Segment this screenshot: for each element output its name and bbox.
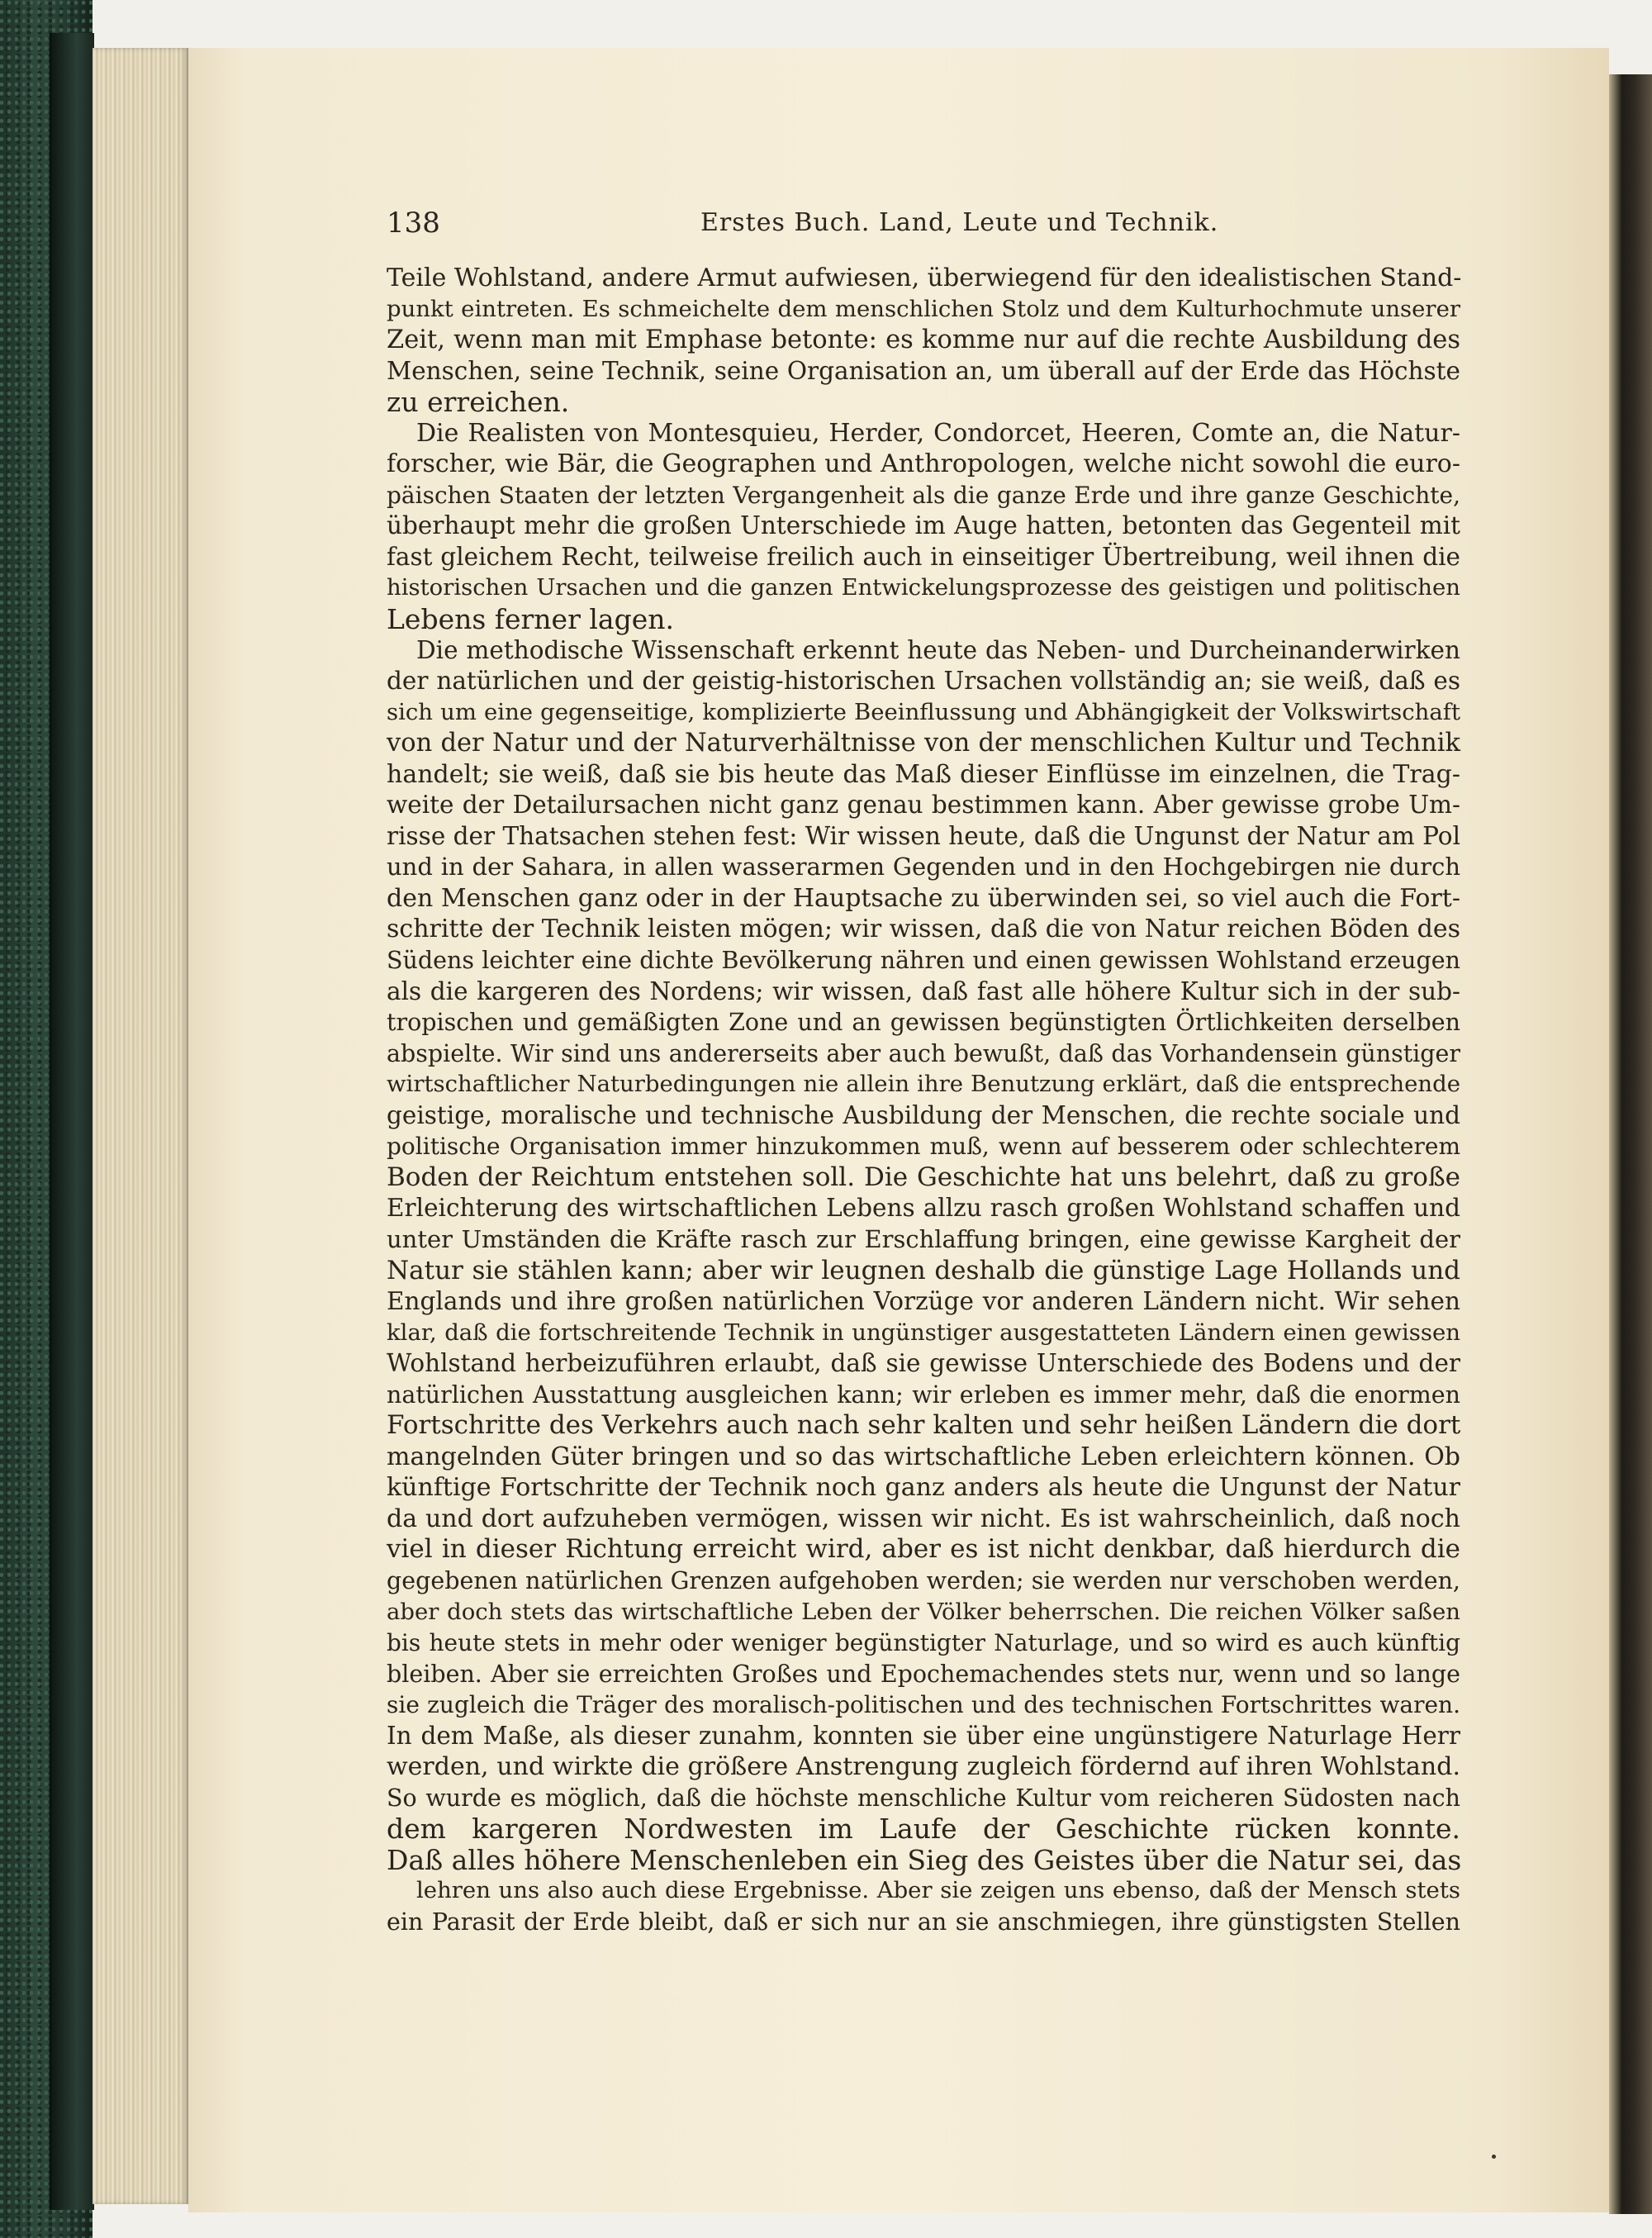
text-line: Zeit, wenn man mit Emphase betonte: es komme nur auf die rechte Ausbildung des bbox=[387, 325, 1460, 355]
text-line: Natur sie stählen kann; aber wir leugnen deshalb die günstige Lage Hollands und bbox=[387, 1255, 1460, 1285]
text-line: mangelnden Güter bringen und so das wirtschaftliche Leben erleichtern können. Ob bbox=[387, 1442, 1460, 1471]
page-mark-dot bbox=[1492, 2155, 1496, 2159]
text-line: sich um eine gegenseitige, komplizierte Beeinflussung und Abhängigkeit der Volkswirtschaft bbox=[387, 698, 1460, 725]
text-line: Daß alles höhere Menschenleben ein Sieg des Geistes über die Natur sei, das bbox=[387, 1843, 1462, 1876]
text-line: Menschen, seine Technik, seine Organisation an, um überall auf der Erde das Höchste bbox=[387, 356, 1460, 385]
text-line: Lebens ferner lagen. bbox=[387, 603, 674, 636]
scan-right-border bbox=[1609, 74, 1652, 2214]
text-line: bleiben. Aber sie erreichten Großes und Epochemachendes stets nur, wenn und so lange bbox=[387, 1660, 1460, 1688]
text-line: der natürlichen und der geistig-historischen Ursachen vollständig an; sie weiß, daß es bbox=[387, 667, 1460, 696]
text-line: risse der Thatsachen stehen fest: Wir wissen heute, daß die Ungunst der Natur am Pol bbox=[387, 821, 1460, 850]
running-head: Erstes Buch. Land, Leute und Technik. bbox=[700, 208, 1219, 237]
text-line: Die methodische Wissenschaft erkennt heute das Neben- und Durcheinanderwirken bbox=[416, 635, 1460, 664]
text-line: Teile Wohlstand, andere Armut aufwiesen, überwiegend für den idealistischen Stand- bbox=[387, 264, 1462, 292]
cover-spine-edge bbox=[50, 33, 94, 2210]
text-line bbox=[387, 1938, 1460, 1970]
text-line: Südens leichter eine dichte Bevölkerung nähren und einen gewissen Wohlstand erzeugen bbox=[387, 947, 1460, 975]
text-line: überhaupt mehr die großen Unterschiede im Auge hatten, betonten das Gegenteil mit bbox=[387, 511, 1460, 540]
text-line: zu erreichen. bbox=[387, 386, 570, 419]
text-line: politische Organisation immer hinzukommen muß, wenn auf besserem oder schlechterem bbox=[387, 1133, 1460, 1161]
text-line: Wohlstand herbeizuführen erlaubt, daß sie gewisse Unterschiede des Bodens und der bbox=[387, 1349, 1460, 1378]
page-header bbox=[387, 207, 1460, 248]
text-line: forscher, wie Bär, die Geographen und Anthropologen, welche nicht sowohl die euro- bbox=[387, 449, 1460, 479]
text-line: sie zugleich die Träger des moralisch-politischen und des technischen Fortschrittes waren. bbox=[387, 1691, 1460, 1719]
text-line: dem kargeren Nordwesten im Laufe der Geschichte rücken konnte. bbox=[387, 1813, 1460, 1846]
text-line: Boden der Reichtum entstehen soll. Die Geschichte hat uns belehrt, daß zu große bbox=[387, 1162, 1460, 1192]
text-line: als die kargeren des Nordens; wir wissen, daß fast alle höhere Kultur sich in der sub- bbox=[387, 976, 1460, 1005]
text-line: punkt eintreten. Es schmeichelte dem menschlichen Stolz und dem Kulturhochmute unserer bbox=[387, 295, 1460, 322]
text-line: ein Parasit der Erde bleibt, daß er sich nur an sie anschmiegen, ihre günstigsten Stellen bbox=[387, 1908, 1460, 1936]
page-edges bbox=[93, 48, 188, 2204]
page-number: 138 bbox=[387, 207, 440, 240]
text-line: aber doch stets das wirtschaftliche Leben der Völker beherrschen. Die reichen Völker saßen bbox=[387, 1598, 1460, 1625]
body-text bbox=[387, 263, 1460, 1969]
text-line: fast gleichem Recht, teilweise freilich auch in einseitiger Übertreibung, weil ihnen die bbox=[387, 542, 1460, 571]
text-line: künftige Fortschritte der Technik noch ganz anders als heute die Ungunst der Natur bbox=[387, 1473, 1460, 1503]
text-line: viel in dieser Richtung erreicht wird, aber es ist nicht denkbar, daß hierdurch die bbox=[387, 1534, 1460, 1565]
text-line: und in der Sahara, in allen wasserarmen Gegenden und in den Hochgebirgen nie durch bbox=[387, 853, 1460, 881]
text-line: päischen Staaten der letzten Vergangenheit als die ganze Erde und ihre ganze Geschichte, bbox=[387, 481, 1460, 509]
text-line: Erleichterung des wirtschaftlichen Lebens allzu rasch großen Wohlstand schaffen und bbox=[387, 1194, 1460, 1223]
text-line: natürlichen Ausstattung ausgleichen kann; wir erleben es immer mehr, daß die enormen bbox=[387, 1380, 1460, 1409]
text-line: In dem Maße, als dieser zunahm, konnten sie über eine ungünstigere Naturlage Herr bbox=[387, 1721, 1460, 1750]
text-line: schritte der Technik leisten mögen; wir wissen, daß die von Natur reichen Böden des bbox=[387, 915, 1460, 944]
text-line: Die Realisten von Montesquieu, Herder, Condorcet, Heeren, Comte an, die Natur- bbox=[416, 418, 1460, 448]
text-line: den Menschen ganz oder in der Hauptsache zu überwinden sei, so viel auch die Fort- bbox=[387, 883, 1460, 913]
text-line: handelt; sie weiß, daß sie bis heute das Maß dieser Einflüsse im einzelnen, die Trag- bbox=[387, 759, 1460, 789]
text-line: unter Umständen die Kräfte rasch zur Erschlaffung bringen, eine gewisse Kargheit der bbox=[387, 1224, 1460, 1253]
text-line: wirtschaftlicher Naturbedingungen nie allein ihre Benutzung erklärt, daß die entsprechende bbox=[387, 1071, 1460, 1098]
text-line: klar, daß die fortschreitende Technik in ungünstiger ausgestatteten Ländern einen gewissen bbox=[387, 1319, 1460, 1346]
text-line: Englands und ihre großen natürlichen Vorzüge vor anderen Ländern nicht. Wir sehen bbox=[387, 1287, 1460, 1316]
text-line: lehren uns also auch diese Ergebnisse. Aber sie zeigen uns ebenso, daß der Mensch stets bbox=[416, 1877, 1460, 1904]
text-line: So wurde es möglich, daß die höchste menschliche Kultur vom reicheren Südosten nach bbox=[387, 1784, 1460, 1812]
text-line: werden, und wirkte die größere Anstrengung zugleich fördernd auf ihren Wohlstand. bbox=[387, 1752, 1460, 1782]
text-line: da und dort aufzuheben vermögen, wissen wir nicht. Es ist wahrscheinlich, daß noch bbox=[387, 1504, 1460, 1533]
text-line: abspielte. Wir sind uns andererseits aber auch bewußt, daß das Vorhandensein günstiger bbox=[387, 1039, 1460, 1067]
text-line: weite der Detailursachen nicht ganz genau bestimmen kann. Aber gewisse grobe Um- bbox=[387, 791, 1460, 820]
text-line: gegebenen natürlichen Grenzen aufgehoben werden; sie werden nur verschoben werden, bbox=[387, 1566, 1460, 1594]
text-line: Fortschritte des Verkehrs auch nach sehr kalten und sehr heißen Ländern die dort bbox=[387, 1410, 1461, 1441]
text-line: bis heute stets in mehr oder weniger begünstigter Naturlage, und so wird es auch künftig bbox=[387, 1629, 1460, 1657]
text-line: geistige, moralische und technische Ausbildung der Menschen, die rechte sociale und bbox=[387, 1100, 1460, 1129]
text-line: tropischen und gemäßigten Zone und an gewissen begünstigten Örtlichkeiten derselben bbox=[387, 1009, 1460, 1037]
text-line: von der Natur und der Naturverhältnisse von der menschlichen Kultur und Technik bbox=[387, 729, 1460, 758]
text-line: historischen Ursachen und die ganzen Entwickelungsprozesse des geistigen und politischen bbox=[387, 574, 1460, 601]
